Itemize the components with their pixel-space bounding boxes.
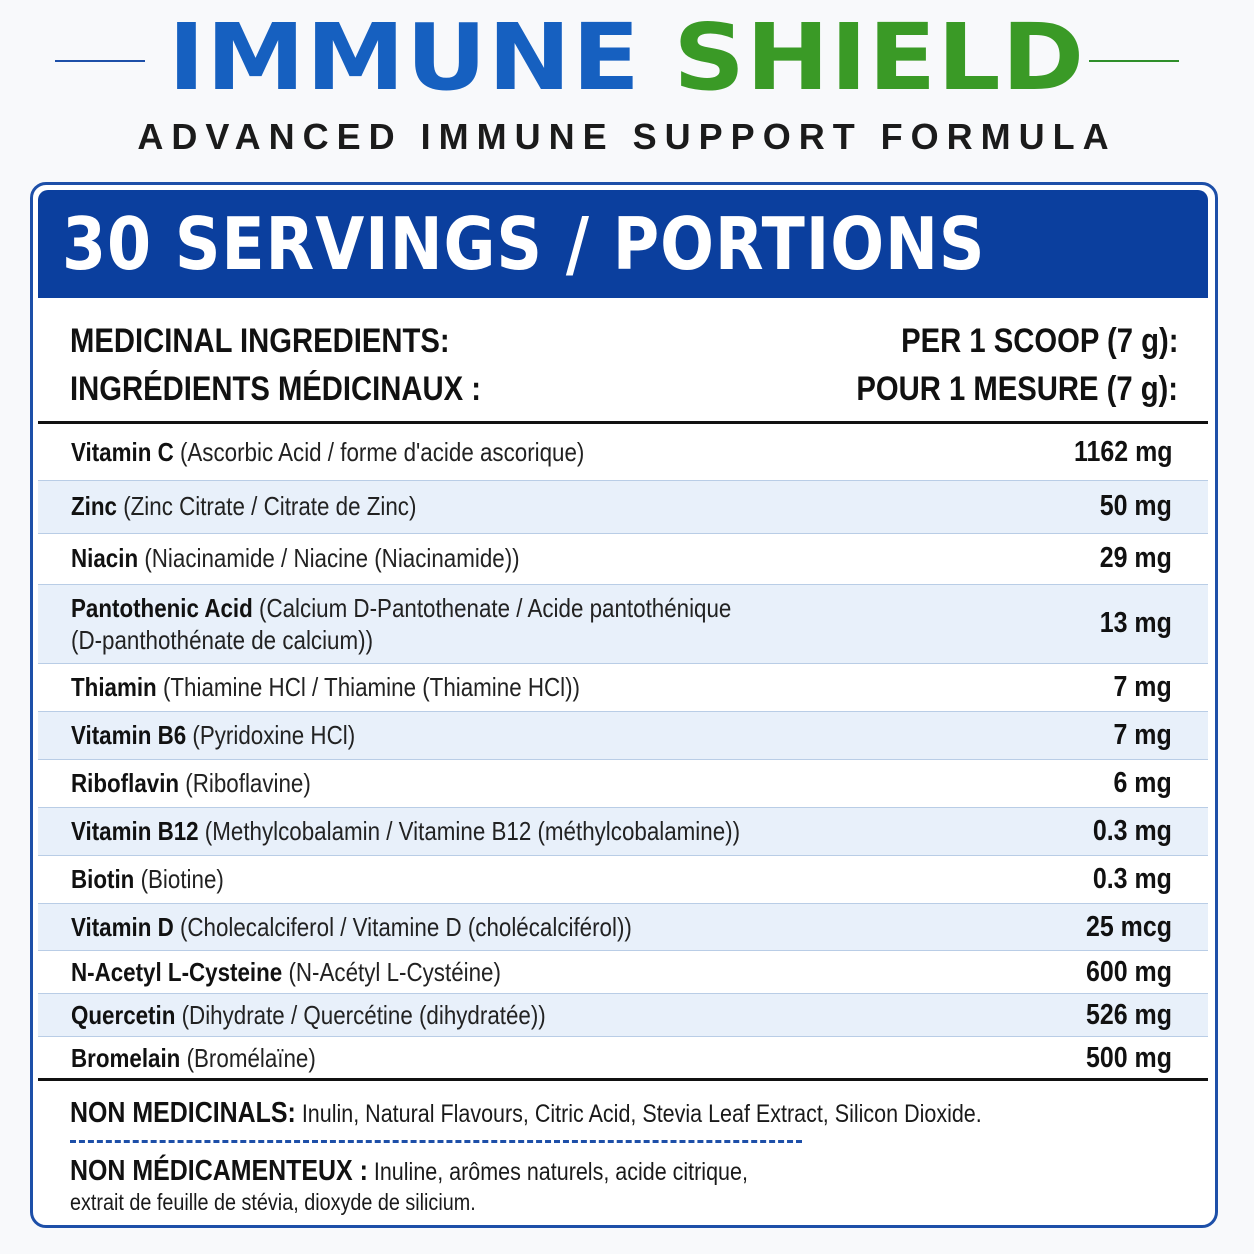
ingredient-name: Vitamin D (71, 912, 174, 942)
product-title (0, 6, 1254, 110)
column-header-amount-fr: POUR 1 MESURE (7 g): (856, 370, 1178, 408)
ingredient-name-line (71, 672, 894, 703)
non-medicinals-fr-line2: extrait de feuille de stévia, dioxyde de silicium. (70, 1189, 476, 1215)
ingredient-desc: (Dihydrate / Quercétine (dihydratée)) (181, 1000, 546, 1030)
ingredient-desc: (Methylcobalamin / Vitamine B12 (méthylcobalamine)) (204, 816, 741, 846)
ingredient-name: Riboflavin (71, 768, 180, 798)
ingredient-name: Quercetin (71, 1000, 176, 1030)
ingredient-name-line (71, 491, 894, 522)
table-row (38, 425, 1208, 481)
ingredient-name: Niacin (71, 543, 139, 573)
ingredient-amount: 500 mg (1086, 1042, 1172, 1074)
ingredient-name: Thiamin (71, 672, 157, 702)
ingredient-name: Bromelain (71, 1043, 181, 1073)
ingredient-name-line (71, 912, 894, 943)
ingredient-desc: (Zinc Citrate / Citrate de Zinc) (123, 491, 417, 521)
dashed-separator (70, 1140, 802, 1143)
ingredient-desc: (Riboflavine) (185, 768, 311, 798)
table-row (38, 534, 1208, 585)
ingredient-name: Pantothenic Acid (71, 593, 253, 623)
ingredient-desc: (N-Acétyl L-Cystéine) (288, 957, 501, 987)
table-row (38, 994, 1208, 1037)
ingredient-amount: 1162 mg (1073, 436, 1172, 468)
ingredient-name: N-Acetyl L-Cysteine (71, 957, 283, 987)
table-row (38, 951, 1208, 994)
ingredient-desc-continued (71, 625, 894, 656)
ingredient-amount: 7 mg (1113, 671, 1172, 703)
table-row (38, 664, 1208, 712)
column-header-ingredients-en: MEDICINAL INGREDIENTS: (70, 322, 450, 360)
ingredient-amount: 7 mg (1113, 719, 1172, 751)
ingredient-amount: 0.3 mg (1092, 863, 1172, 895)
ingredient-amount: 13 mg (1099, 607, 1172, 639)
non-medicinals-fr-label: NON MÉDICAMENTEUX : (70, 1155, 368, 1187)
title-word-immune: IMMUNE (168, 4, 642, 111)
column-header-amount-en: PER 1 SCOOP (7 g): (900, 322, 1178, 360)
ingredient-name: Vitamin B12 (71, 816, 199, 846)
ingredient-desc: (Biotine) (140, 864, 224, 894)
ingredient-desc-line2: (D-panthothénate de calcium)) (71, 625, 374, 655)
table-row (38, 760, 1208, 808)
ingredient-name-line (71, 768, 894, 799)
table-row (38, 904, 1208, 951)
table-row (38, 585, 1208, 664)
ingredient-desc: (Thiamine HCl / Thiamine (Thiamine HCl)) (162, 672, 581, 702)
servings-text: 30 SERVINGS / PORTIONS (62, 202, 986, 286)
ingredient-name-line (71, 593, 894, 624)
non-medicinals-fr (70, 1155, 748, 1188)
table-row (38, 712, 1208, 760)
table-row (38, 808, 1208, 856)
ingredient-name-line (71, 864, 894, 895)
header-divider (38, 421, 1208, 424)
ingredient-amount: 6 mg (1113, 767, 1172, 799)
ingredient-amount: 50 mg (1099, 490, 1172, 522)
ingredient-amount: 600 mg (1086, 956, 1172, 988)
ingredient-desc: (Cholecalciferol / Vitamine D (cholécalciférol)) (179, 912, 632, 942)
ingredient-name-line (71, 543, 894, 574)
footer-divider (38, 1078, 1208, 1081)
ingredient-name-line (71, 957, 894, 988)
ingredient-desc: (Calcium D-Pantothenate / Acide pantothénique (259, 593, 732, 623)
ingredient-desc: (Niacinamide / Niacine (Niacinamide)) (144, 543, 520, 573)
non-medicinals-en-label: NON MEDICINALS: (70, 1097, 296, 1129)
ingredient-desc: (Bromélaïne) (186, 1043, 316, 1073)
ingredient-name-line (71, 437, 894, 468)
title-word-shield: SHIELD (673, 4, 1086, 111)
ingredient-desc: (Ascorbic Acid / forme d'acide ascorique) (179, 437, 585, 467)
ingredient-name: Biotin (71, 864, 135, 894)
ingredient-name-line (71, 1043, 894, 1074)
table-row (38, 481, 1208, 534)
ingredient-name-line (71, 816, 894, 847)
non-medicinals-fr-text-line1: Inuline, arômes naturels, acide citrique, (373, 1158, 748, 1186)
ingredient-amount: 0.3 mg (1092, 815, 1172, 847)
non-medicinals-en (70, 1097, 982, 1130)
ingredient-amount: 25 mcg (1086, 911, 1172, 943)
column-header-ingredients-fr: INGRÉDIENTS MÉDICINAUX : (70, 370, 482, 408)
product-subtitle: ADVANCED IMMUNE SUPPORT FORMULA (137, 116, 1117, 157)
ingredient-amount: 29 mg (1099, 542, 1172, 574)
ingredient-name-line (71, 720, 894, 751)
servings-banner (38, 190, 1208, 298)
ingredient-name: Zinc (71, 491, 117, 521)
ingredient-amount: 526 mg (1086, 999, 1172, 1031)
table-row (38, 1037, 1208, 1078)
ingredient-name-line (71, 1000, 894, 1031)
non-medicinals-en-text: Inulin, Natural Flavours, Citric Acid, Stevia Leaf Extract, Silicon Dioxide. (301, 1100, 982, 1128)
ingredient-name: Vitamin C (71, 437, 174, 467)
ingredient-desc: (Pyridoxine HCl) (192, 720, 356, 750)
ingredient-name: Vitamin B6 (71, 720, 187, 750)
table-row (38, 856, 1208, 904)
